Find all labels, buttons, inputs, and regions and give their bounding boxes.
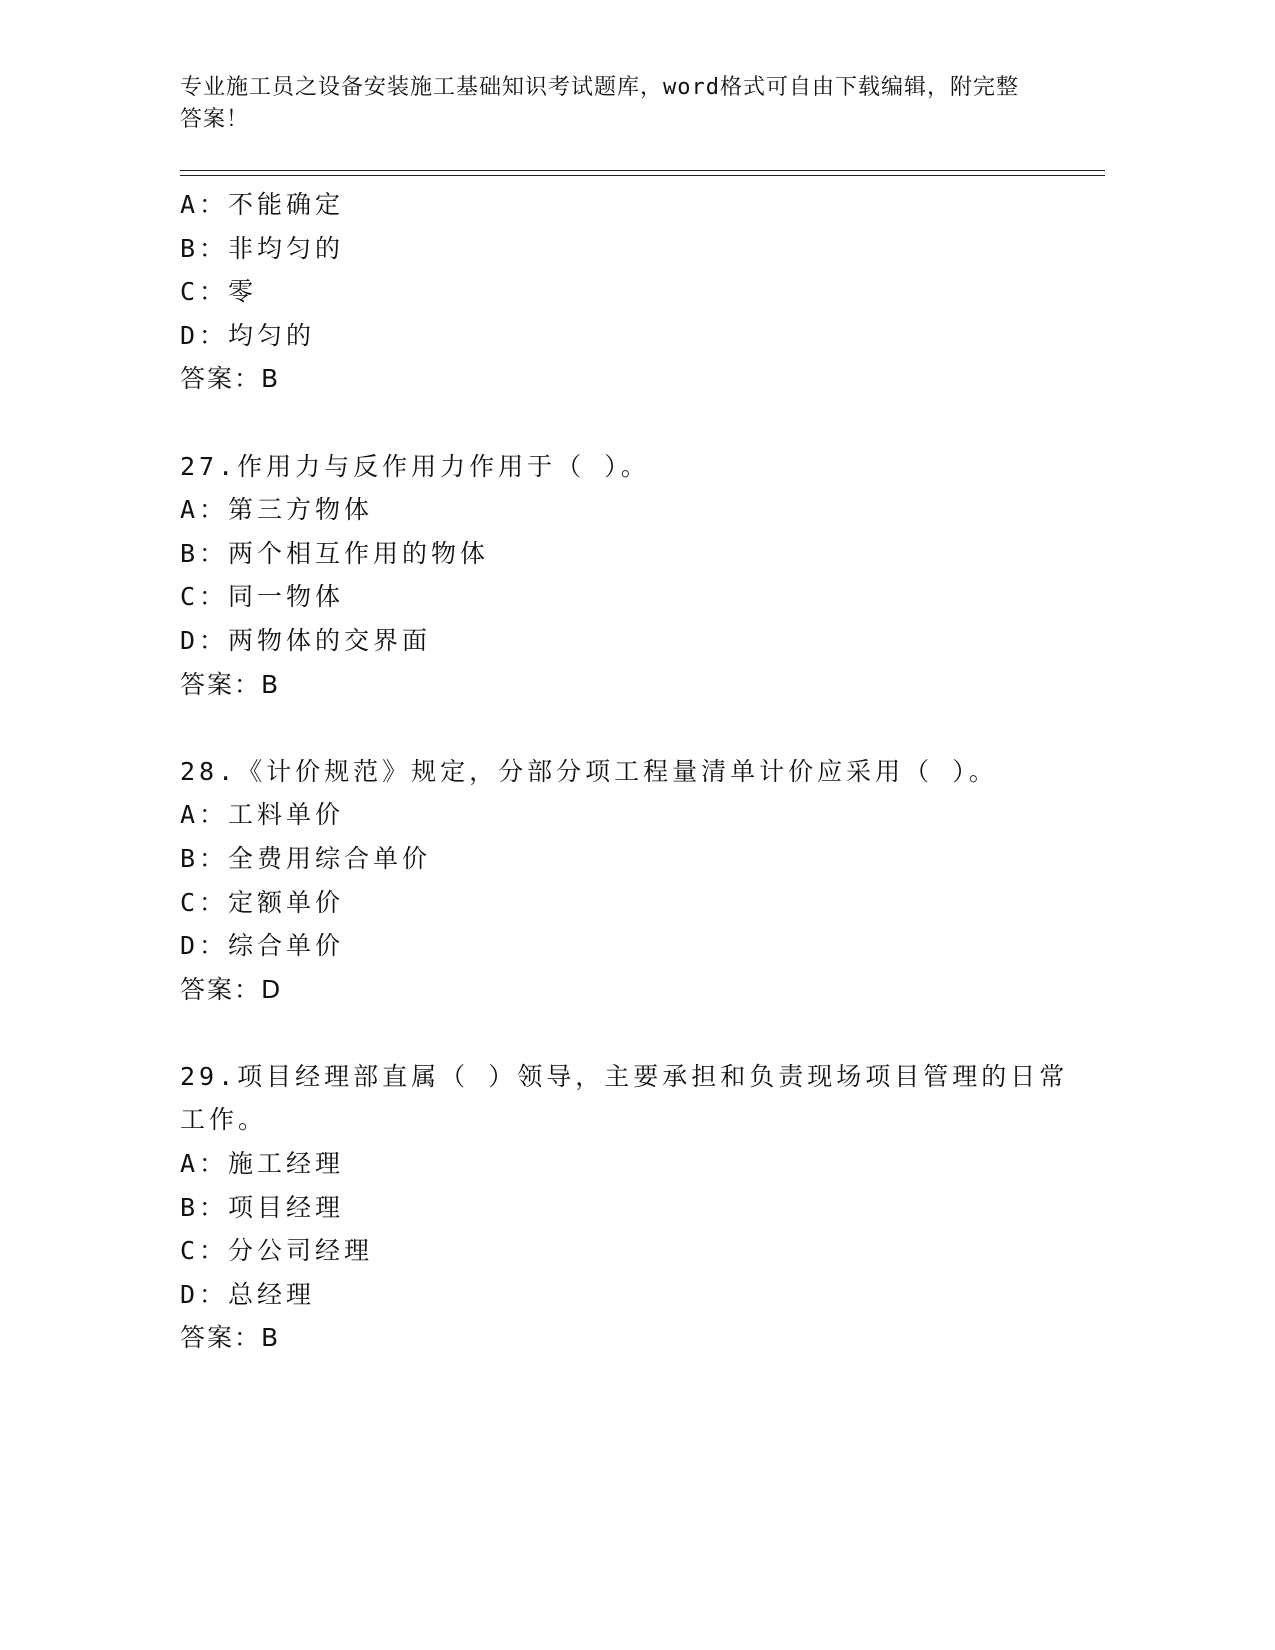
option-d: D：总经理 [180, 1279, 316, 1309]
option-c: C：零 [180, 277, 258, 307]
question-stem: 28.《计价规范》规定，分部分项工程量清单计价应采用（ ）。 [180, 756, 998, 786]
option-d: D：综合单价 [180, 931, 345, 961]
answer-text: 答案：B [180, 1323, 281, 1353]
question-26 [180, 183, 1080, 401]
option-b: B：全费用综合单价 [180, 843, 432, 873]
option-c: C：同一物体 [180, 582, 345, 612]
question-stem-line-2: 工作。 [180, 1105, 268, 1135]
option-a: A：不能确定 [180, 190, 345, 219]
option-d: D：两物体的交界面 [180, 625, 432, 655]
option-c: C：定额单价 [180, 887, 345, 917]
option-b: B：两个相互作用的物体 [180, 538, 490, 568]
question-29 [180, 1055, 1080, 1360]
question-27 [180, 445, 1080, 707]
question-stem: 27.作用力与反作用力作用于（ ）。 [180, 451, 650, 481]
option-a: A：工料单价 [180, 800, 345, 830]
header-rule-top [180, 170, 1105, 171]
question-list [180, 183, 1080, 1360]
answer-text: 答案：B [180, 364, 281, 394]
spacer [180, 706, 1080, 750]
option-b: B：项目经理 [180, 1192, 345, 1222]
option-c: C：分公司经理 [180, 1236, 374, 1266]
question-stem-line-1: 29.项目经理部直属（ ）领导，主要承担和负责现场项目管理的日常 [180, 1061, 1069, 1091]
header-rule-bottom [180, 175, 1105, 176]
spacer [180, 1011, 1080, 1055]
document-header: 专业施工员之设备安装施工基础知识考试题库，word格式可自由下载编辑，附完整答案！ [180, 75, 1019, 132]
answer-text: 答案：D [180, 974, 283, 1004]
option-a: A：施工经理 [180, 1149, 345, 1179]
option-b: B：非均匀的 [180, 233, 345, 263]
spacer [180, 401, 1080, 445]
option-d: D：均匀的 [180, 320, 316, 350]
option-a: A：第三方物体 [180, 495, 374, 525]
answer-text: 答案：B [180, 669, 281, 699]
question-28 [180, 750, 1080, 1012]
